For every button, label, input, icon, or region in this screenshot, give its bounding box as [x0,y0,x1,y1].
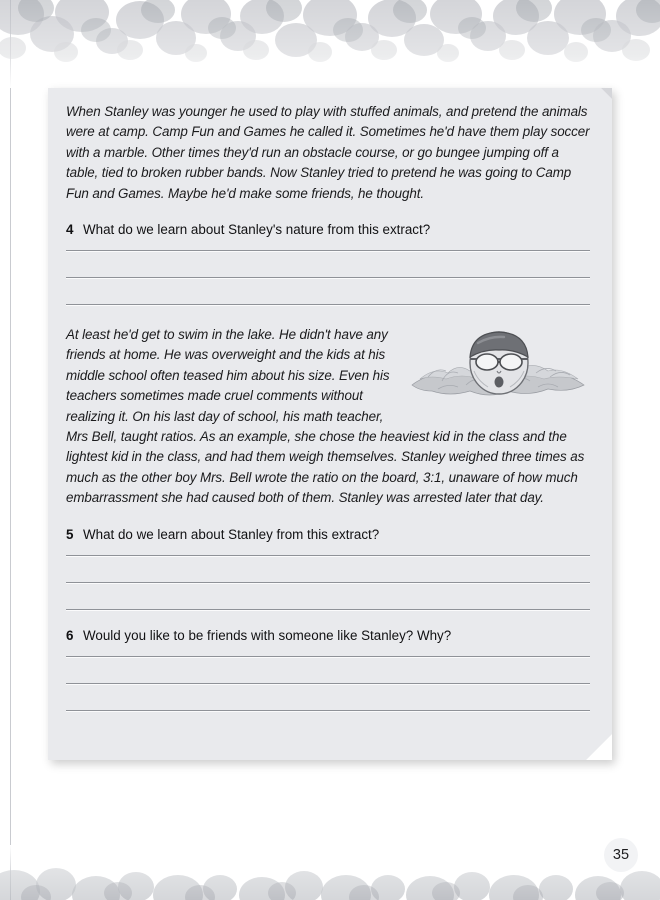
card-fold-bottom-right [586,734,612,760]
question-5-answer-lines[interactable] [66,555,590,610]
question-6-number: 6 [66,627,74,643]
question-4 [66,220,590,239]
question-6-answer-lines[interactable] [66,656,590,711]
question-5-number: 5 [66,526,74,542]
question-4-answer-lines[interactable] [66,250,590,305]
passage-2: At least he'd get to swim in the lake. He didn't have any friends at home. He was overweight and the kids at his middle school often teased him about his size. Even his teachers sometimes made cruel comments without realizing it. On his last day of school, his math teacher, Mrs Bell, taught ratios. As an example, she chose the heaviest kid in the class and the lightest kid in the class, and had them weigh themselves. Stanley weighed three times as much as the other boy Mrs. Bell wrote the ratio on the board, 3:1, unaware of how much embarrassment she had caused both of them. Stanley was arrested later that day. [66,327,585,506]
question-5-text: What do we learn about Stanley from this extract? [83,526,380,542]
answer-line[interactable] [66,609,590,610]
question-4-number: 4 [66,222,74,238]
page-number: 35 [612,847,630,863]
answer-line[interactable] [66,710,590,711]
passage-1: When Stanley was younger he used to play with stuffed animals, and pretend the animals were at camp. Camp Fun and Games he called it. Sometimes he'd have them play soccer with a marble. Other times they'd run an obstacle course, or go bungee jumping off a table, tied to broken rubber bands. Now Stanley tried to pretend he was going to Camp Fun and Games. Maybe he'd make some friends, he thought. [66,104,590,201]
left-edge-rule [10,0,11,900]
question-6-text: Would you like to be friends with someone like Stanley? Why? [83,627,452,643]
worksheet-card [48,88,612,760]
question-4-text: What do we learn about Stanley's nature from this extract? [83,222,431,238]
footer-bubble-decoration [0,845,660,900]
question-5 [66,525,590,544]
swimmer-illustration [408,327,590,415]
header-bubble-decoration [0,0,660,88]
question-6 [66,626,590,645]
page-number-badge [604,838,638,872]
